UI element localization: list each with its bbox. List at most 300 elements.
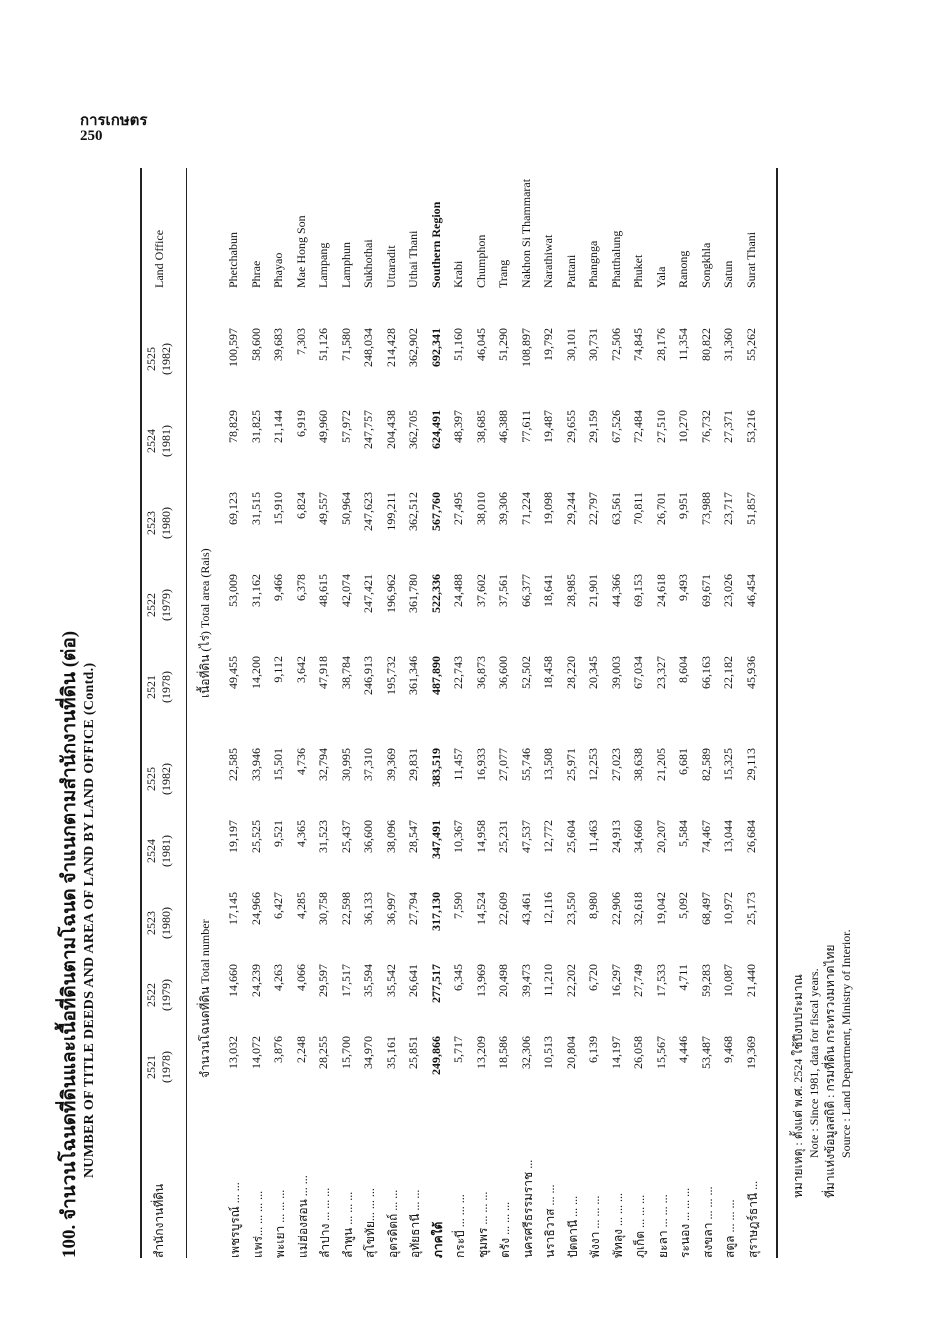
table-cell: 27,495 <box>451 492 465 525</box>
table-cell: 28,985 <box>563 574 578 607</box>
table-cell: 77,611 <box>518 410 533 443</box>
land-office-en: Phetchabun <box>226 232 240 288</box>
year-be: 2521 <box>144 1055 158 1079</box>
year-ad: (1980) <box>159 907 173 939</box>
table-cell: 24,239 <box>248 964 263 997</box>
table-cell: 78,829 <box>226 410 240 443</box>
table-cell: 9,466 <box>271 574 285 601</box>
table-row <box>607 168 625 1258</box>
year-header-3 <box>144 820 174 882</box>
table-cell: 38,096 <box>383 820 398 853</box>
land-office-thai: สงขลา ... ... ... <box>700 1186 715 1258</box>
table-cell: 362,902 <box>406 328 420 367</box>
table-cell: 108,897 <box>518 328 533 367</box>
source-en: Source : Land Department, Ministry of Interior. <box>839 929 853 1158</box>
land-office-thai: สตูล ... ... ... <box>723 1199 737 1258</box>
table-cell: 49,557 <box>316 492 330 525</box>
table-cell: 8,980 <box>586 892 600 919</box>
table-cell: 7,590 <box>451 892 465 919</box>
table-row <box>652 168 670 1258</box>
year-ad: (1978) <box>159 1051 173 1083</box>
table-cell: 9,521 <box>271 820 285 847</box>
table-row <box>449 168 467 1258</box>
table-cell: 17,533 <box>653 964 668 997</box>
table-cell: 199,211 <box>383 492 398 531</box>
table-cell: 13,508 <box>541 748 555 781</box>
year-header-5 <box>144 656 174 718</box>
table-row <box>697 168 715 1258</box>
table-cell: 25,525 <box>248 820 263 853</box>
table-row <box>517 168 535 1258</box>
table-cell: 27,749 <box>631 964 645 997</box>
table-cell: 28,220 <box>563 656 578 689</box>
table-row <box>359 168 377 1258</box>
table-cell: 19,098 <box>541 492 555 525</box>
table-cell: 38,638 <box>631 748 645 781</box>
table-cell: 20,804 <box>563 1036 578 1069</box>
subheader-total-number: จำนวนโฉนดที่ดิน Total number <box>198 919 212 1078</box>
table-cell: 18,586 <box>496 1036 510 1069</box>
note-thai: หมายเหตุ : ตั้งแต่ พ.ศ. 2524 ใช้ปีงบประมาณ <box>791 974 805 1198</box>
table-cell: 80,822 <box>698 328 713 361</box>
table-notes <box>790 929 854 1198</box>
land-office-en: Chumphon <box>473 234 488 288</box>
top-rule <box>140 168 142 1258</box>
table-cell: 34,970 <box>361 1036 375 1069</box>
table-cell: 28,255 <box>316 1036 330 1069</box>
land-office-en: Phuket <box>631 254 645 288</box>
land-office-en: Sukhothai <box>361 239 375 288</box>
table-cell: 50,964 <box>338 492 353 525</box>
table-cell: 34,660 <box>631 820 645 853</box>
subheader-total-area: เนื้อที่ดิน (ไร่) Total area (Rais) <box>198 548 212 698</box>
table-row <box>562 168 580 1258</box>
table-cell: 196,962 <box>383 574 398 613</box>
table-cell: 49,960 <box>316 410 330 443</box>
table-cell: 11,463 <box>586 820 600 853</box>
table-cell: 27,023 <box>608 748 623 781</box>
table-cell: 29,655 <box>563 410 578 443</box>
land-office-en: Southern Region <box>428 201 443 288</box>
table-cell: 27,510 <box>653 410 668 443</box>
year-be: 2523 <box>144 911 158 935</box>
table-cell: 5,584 <box>676 820 690 847</box>
table-cell: 53,487 <box>698 1036 713 1069</box>
land-office-thai: ตรัง ... ... ... <box>498 1201 512 1258</box>
table-cell: 39,003 <box>608 656 623 689</box>
table-cell: 13,032 <box>226 1036 240 1069</box>
table-cell: 4,066 <box>293 964 308 991</box>
land-office-thai: อุตรดิตถ์ ... ... <box>385 1189 400 1258</box>
table-cell: 19,369 <box>743 1036 758 1069</box>
table-cell: 27,794 <box>406 892 420 925</box>
table-cell: 22,202 <box>563 964 578 997</box>
land-office-thai: สุราษฎร์ธานี ... <box>745 1180 760 1258</box>
table-cell: 55,746 <box>518 748 533 781</box>
table-cell: 25,851 <box>406 1036 420 1069</box>
table-cell: 692,341 <box>428 328 443 367</box>
table-cell: 31,523 <box>316 820 330 853</box>
table-cell: 42,074 <box>338 574 353 607</box>
table-cell: 249,866 <box>428 1036 443 1075</box>
table-row <box>269 168 287 1258</box>
table-cell: 7,303 <box>293 328 308 355</box>
table-cell: 53,009 <box>226 574 240 607</box>
table-cell: 247,623 <box>361 492 375 531</box>
table-cell: 36,600 <box>496 656 510 689</box>
table-cell: 28,547 <box>406 820 420 853</box>
table-cell: 317,130 <box>428 892 443 931</box>
table-cell: 14,660 <box>226 964 240 997</box>
table-cell: 214,428 <box>383 328 398 367</box>
table-cell: 14,197 <box>608 1036 623 1069</box>
table-cell: 70,811 <box>631 492 645 525</box>
table-cell: 43,461 <box>518 892 533 925</box>
table-cell: 29,159 <box>586 410 600 443</box>
table-cell: 69,671 <box>698 574 713 607</box>
table-cell: 74,467 <box>698 820 713 853</box>
table-cell: 47,537 <box>518 820 533 853</box>
table-cell: 11,210 <box>541 964 555 997</box>
table-cell: 24,966 <box>248 892 263 925</box>
table-cell: 23,026 <box>721 574 735 607</box>
table-cell: 49,455 <box>226 656 240 689</box>
table-cell: 36,600 <box>361 820 375 853</box>
table-cell: 72,506 <box>608 328 623 361</box>
land-office-thai: พังงา ... ... ... <box>588 1195 602 1258</box>
table-cell: 32,794 <box>316 748 330 781</box>
note-en: Note : Since 1981, data for fiscal years. <box>807 968 821 1158</box>
table-cell: 31,825 <box>248 410 263 443</box>
table-row <box>742 168 760 1258</box>
table-cell: 15,501 <box>271 748 285 781</box>
land-office-en: Narathiwat <box>541 234 555 288</box>
year-be: 2522 <box>144 983 158 1007</box>
table-cell: 37,310 <box>361 748 375 781</box>
table-cell: 23,717 <box>721 492 735 525</box>
table-cell: 247,421 <box>361 574 375 613</box>
year-ad: (1982) <box>159 343 173 375</box>
table-cell: 100,597 <box>226 328 240 367</box>
table-cell: 4,736 <box>293 748 308 775</box>
table-cell: 24,618 <box>653 574 668 607</box>
year-header-1 <box>144 964 174 1026</box>
table-cell: 38,685 <box>473 410 488 443</box>
rotated-table <box>59 168 853 1258</box>
table-cell: 6,345 <box>451 964 465 991</box>
table-cell: 19,487 <box>541 410 555 443</box>
table-cell: 11,354 <box>676 328 690 361</box>
table-cell: 204,438 <box>383 410 398 449</box>
land-office-en: Nakhon Si Thammarat <box>518 178 533 288</box>
table-cell: 73,988 <box>698 492 713 525</box>
table-cell: 567,760 <box>428 492 443 531</box>
table-cell: 20,345 <box>586 656 600 689</box>
table-cell: 522,336 <box>428 574 443 613</box>
land-office-en: Lamphun <box>338 242 353 288</box>
col-header-land-office-thai: สำนักงานที่ดิน <box>152 1183 166 1258</box>
table-row <box>629 168 647 1258</box>
table-cell: 15,700 <box>338 1036 353 1069</box>
table-cell: 32,618 <box>631 892 645 925</box>
table-cell: 46,388 <box>496 410 510 443</box>
table-cell: 30,731 <box>586 328 600 361</box>
land-office-en: Songkhla <box>698 242 713 288</box>
table-row <box>472 168 490 1258</box>
table-cell: 25,173 <box>743 892 758 925</box>
table-cell: 9,951 <box>676 492 690 519</box>
land-office-en: Trang <box>496 259 510 288</box>
table-cell: 4,711 <box>676 964 690 991</box>
table-cell: 58,600 <box>248 328 263 361</box>
table-row <box>224 168 242 1258</box>
land-office-thai: สุโขทัย... ... ... <box>363 1188 377 1258</box>
land-office-thai: แม่ฮ่องสอน ... ... <box>295 1175 310 1258</box>
table-cell: 247,757 <box>361 410 375 449</box>
table-cell: 22,598 <box>338 892 353 925</box>
table-cell: 37,602 <box>473 574 488 607</box>
table-cell: 624,491 <box>428 410 443 449</box>
land-office-en: Lampang <box>316 242 330 288</box>
table-cell: 3,642 <box>293 656 308 683</box>
year-be: 2522 <box>144 593 158 617</box>
table-cell: 246,913 <box>361 656 375 695</box>
table-cell: 23,550 <box>563 892 578 925</box>
table-cell: 51,290 <box>496 328 510 361</box>
table-cell: 22,585 <box>226 748 240 781</box>
table-cell: 19,042 <box>653 892 668 925</box>
table-cell: 38,010 <box>473 492 488 525</box>
page-header-thai: การเกษตร <box>80 113 148 129</box>
table-cell: 10,087 <box>721 964 735 997</box>
table-cell: 31,515 <box>248 492 263 525</box>
table-cell: 72,484 <box>631 410 645 443</box>
land-office-thai: นราธิวาส ... ... <box>543 1184 557 1258</box>
table-cell: 19,197 <box>226 820 240 853</box>
table-cell: 30,995 <box>338 748 353 781</box>
table-cell: 23,327 <box>653 656 668 689</box>
year-header-2 <box>144 892 174 954</box>
table-cell: 6,378 <box>293 574 308 601</box>
table-cell: 18,641 <box>541 574 555 607</box>
land-office-en: Ranong <box>676 250 690 288</box>
table-cell: 14,958 <box>473 820 488 853</box>
table-cell: 51,126 <box>316 328 330 361</box>
table-row <box>427 168 445 1258</box>
table-cell: 10,367 <box>451 820 465 853</box>
land-office-thai: ระนอง ... ... ... <box>678 1187 692 1258</box>
table-cell: 10,972 <box>721 892 735 925</box>
table-cell: 35,161 <box>383 1036 398 1069</box>
year-ad: (1979) <box>159 979 173 1011</box>
land-office-en: Yala <box>653 266 668 288</box>
table-cell: 16,297 <box>608 964 623 997</box>
year-be: 2525 <box>144 767 158 791</box>
table-row <box>584 168 602 1258</box>
table-cell: 69,123 <box>226 492 240 525</box>
table-cell: 27,371 <box>721 410 735 443</box>
year-ad: (1979) <box>159 589 173 621</box>
table-cell: 6,720 <box>586 964 600 991</box>
table-cell: 6,427 <box>271 892 285 919</box>
table-cell: 48,615 <box>316 574 330 607</box>
table-cell: 13,969 <box>473 964 488 997</box>
table-cell: 22,609 <box>496 892 510 925</box>
land-office-en: Satun <box>721 260 735 288</box>
table-row <box>314 168 332 1258</box>
table-cell: 52,502 <box>518 656 533 689</box>
land-office-thai: ชุมพร ... ... ... <box>475 1191 490 1258</box>
table-cell: 9,112 <box>271 656 285 683</box>
table-cell: 10,270 <box>676 410 690 443</box>
land-office-en: Phayao <box>271 252 285 288</box>
table-cell: 31,162 <box>248 574 263 607</box>
table-cell: 37,561 <box>496 574 510 607</box>
table-row <box>494 168 512 1258</box>
table-cell: 13,044 <box>721 820 735 853</box>
table-cell: 44,366 <box>608 574 623 607</box>
table-cell: 38,784 <box>338 656 353 689</box>
table-cell: 11,457 <box>451 748 465 781</box>
table-cell: 25,437 <box>338 820 353 853</box>
year-be: 2524 <box>144 839 158 863</box>
land-office-en: Phangnga <box>586 240 600 288</box>
table-cell: 30,101 <box>563 328 578 361</box>
table-cell: 19,792 <box>541 328 555 361</box>
table-cell: 6,919 <box>293 410 308 437</box>
table-cell: 22,797 <box>586 492 600 525</box>
land-office-thai: นครศรีธรรมราช ... <box>520 1159 535 1258</box>
land-office-thai: แพร่... ... ... ... <box>250 1190 265 1258</box>
year-be: 2523 <box>144 511 158 535</box>
year-be: 2524 <box>144 429 158 453</box>
table-cell: 63,561 <box>608 492 623 525</box>
table-cell: 26,684 <box>743 820 758 853</box>
land-office-thai: พะเยา ... ... ... <box>273 1189 287 1258</box>
table-cell: 15,567 <box>653 1036 668 1069</box>
table-cell: 35,542 <box>383 964 398 997</box>
table-cell: 14,524 <box>473 892 488 925</box>
land-office-en: Pattani <box>563 254 578 288</box>
table-cell: 46,045 <box>473 328 488 361</box>
table-cell: 20,498 <box>496 964 510 997</box>
land-office-thai: ภาคใต้ <box>430 1221 445 1258</box>
table-cell: 74,845 <box>631 328 645 361</box>
year-be: 2525 <box>144 347 158 371</box>
table-cell: 51,857 <box>743 492 758 525</box>
land-office-en: Krabi <box>451 260 465 288</box>
table-cell: 53,216 <box>743 410 758 443</box>
year-header-7 <box>144 492 174 554</box>
land-office-thai: ลำพูน ... ... ... <box>340 1191 355 1258</box>
table-cell: 24,488 <box>451 574 465 607</box>
table-cell: 67,034 <box>631 656 645 689</box>
table-cell: 15,325 <box>721 748 735 781</box>
table-row <box>719 168 737 1258</box>
table-cell: 66,377 <box>518 574 533 607</box>
table-cell: 22,743 <box>451 656 465 689</box>
table-cell: 36,997 <box>383 892 398 925</box>
source-thai: ที่มาแห่งข้อมูลสถิติ : กรมที่ดิน กระทรวงมหาดไทย <box>823 944 837 1198</box>
table-cell: 59,283 <box>698 964 713 997</box>
header-rule <box>186 168 187 1258</box>
table-row <box>292 168 310 1258</box>
land-office-en: Surat Thani <box>743 231 758 288</box>
table-cell: 12,772 <box>541 820 555 853</box>
table-cell: 32,306 <box>518 1036 533 1069</box>
table-cell: 48,397 <box>451 410 465 443</box>
table-cell: 30,758 <box>316 892 330 925</box>
table-cell: 6,139 <box>586 1036 600 1063</box>
table-title-en: NUMBER OF TITLE DEEDS AND AREA OF LAND BY LAND OFFICE (Contd.) <box>82 662 97 1178</box>
table-cell: 33,946 <box>248 748 263 781</box>
table-cell: 36,873 <box>473 656 488 689</box>
table-cell: 6,681 <box>676 748 690 775</box>
year-ad: (1982) <box>159 763 173 795</box>
table-cell: 9,493 <box>676 574 690 601</box>
land-office-en: Phrae <box>248 260 263 288</box>
table-row <box>337 168 355 1258</box>
table-cell: 487,890 <box>428 656 443 695</box>
table-cell: 39,473 <box>518 964 533 997</box>
land-office-thai: เพชรบูรณ์ ... ... <box>228 1182 242 1258</box>
table-cell: 4,446 <box>676 1036 690 1063</box>
table-title-thai: 100. จำนวนโฉนดที่ดินและเนื้อที่ดินตามโฉนด จำแนกตามสำนักงานที่ดิน (ต่อ) <box>59 630 80 1258</box>
table-row <box>247 168 265 1258</box>
table-cell: 25,971 <box>563 748 578 781</box>
table-cell: 14,200 <box>248 656 263 689</box>
year-header-9 <box>144 328 174 390</box>
table-cell: 277,517 <box>428 964 443 1003</box>
col-header-land-office-en: Land Office <box>152 229 166 288</box>
table-cell: 15,910 <box>271 492 285 525</box>
year-header-0 <box>144 1036 174 1098</box>
table-cell: 14,072 <box>248 1036 263 1069</box>
table-cell: 195,732 <box>383 656 398 695</box>
table-cell: 13,209 <box>473 1036 488 1069</box>
table-cell: 248,034 <box>361 328 375 367</box>
table-cell: 26,641 <box>406 964 420 997</box>
table-cell: 10,513 <box>541 1036 555 1069</box>
year-header-4 <box>144 748 174 810</box>
table-cell: 39,369 <box>383 748 398 781</box>
table-row <box>539 168 557 1258</box>
table-cell: 28,176 <box>653 328 668 361</box>
land-office-en: Mae Hong Son <box>293 215 308 288</box>
table-cell: 31,360 <box>721 328 735 361</box>
table-cell: 361,346 <box>406 656 420 695</box>
table-cell: 71,224 <box>518 492 533 525</box>
table-cell: 82,589 <box>698 748 713 781</box>
year-ad: (1978) <box>159 671 173 703</box>
table-cell: 3,876 <box>271 1036 285 1063</box>
year-ad: (1980) <box>159 507 173 539</box>
table-cell: 22,906 <box>608 892 623 925</box>
year-header-6 <box>144 574 174 636</box>
year-ad: (1981) <box>159 835 173 867</box>
table-cell: 24,913 <box>608 820 623 853</box>
table-cell: 4,365 <box>293 820 308 847</box>
table-cell: 12,116 <box>541 892 555 925</box>
table-cell: 20,207 <box>653 820 668 853</box>
table-cell: 9,468 <box>721 1036 735 1063</box>
table-cell: 5,092 <box>676 892 690 919</box>
land-office-en: Uthai Thani <box>406 230 420 288</box>
table-cell: 39,683 <box>271 328 285 361</box>
land-office-thai: ปัตตานี ... ... <box>565 1195 580 1258</box>
table-cell: 39,306 <box>496 492 510 525</box>
table-cell: 25,231 <box>496 820 510 853</box>
